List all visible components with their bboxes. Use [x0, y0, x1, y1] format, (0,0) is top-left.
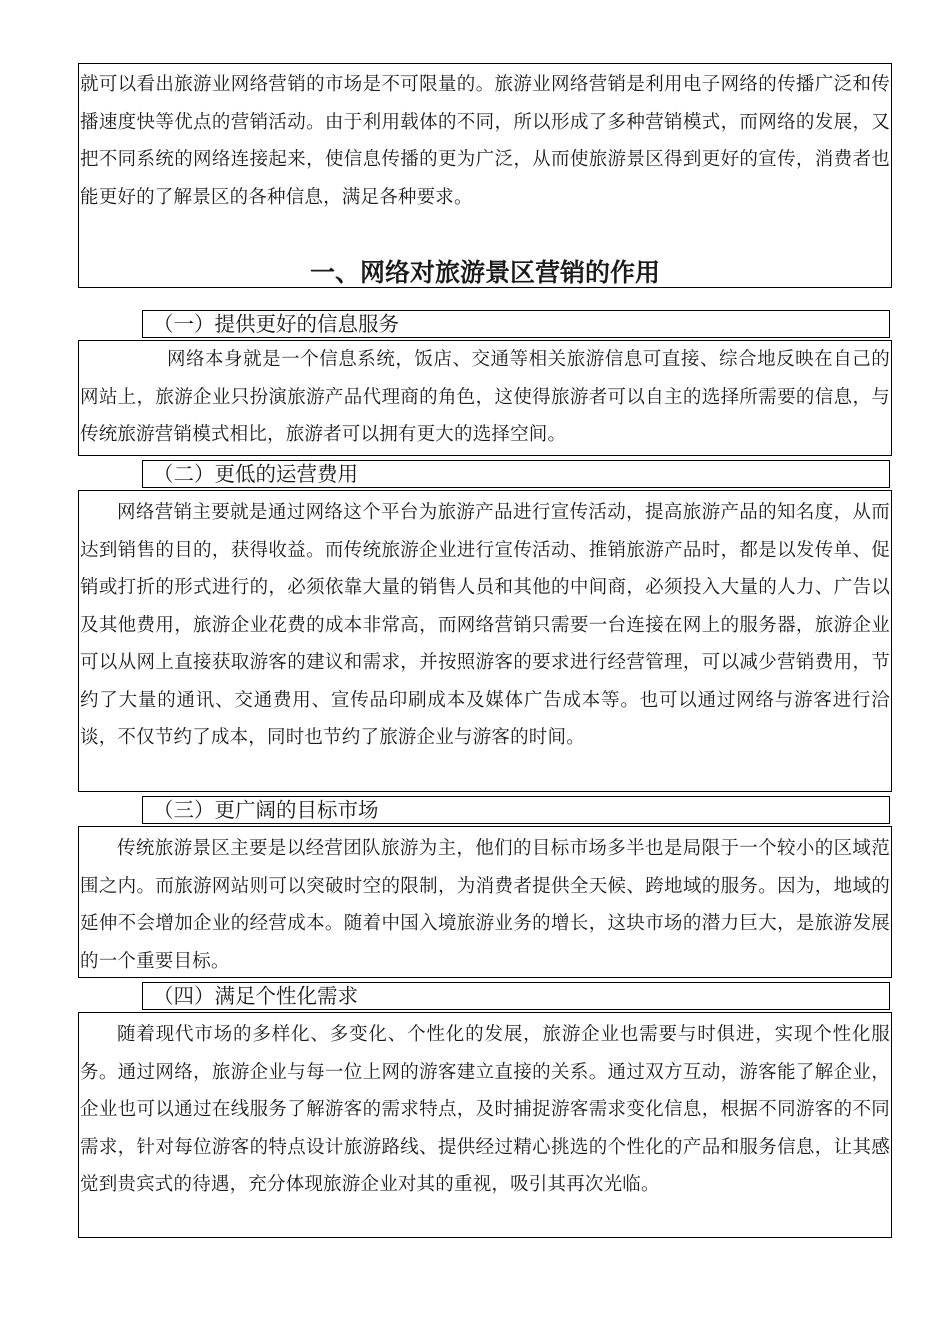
intro-paragraph: 就可以看出旅游业网络营销的市场是不可限量的。旅游业网络营销是利用电子网络的传播广泛和传播速度快等优点的营销活动。由于利用载体的不同，所以形成了多种营销模式，而网络的发展，又把不同系统的网络连接起来，使信息传播的更为广泛，从而使旅游景区得到更好的宣传，消费者也能更好的了解景区的各种信息，满足各种要求。	[80, 74, 890, 208]
section-body-3: 传统旅游景区主要是以经营团队旅游为主，他们的目标市场多半也是局限于一个较小的区域范围之内。而旅游网站则可以突破时空的限制，为消费者提供全天候、跨地域的服务。因为，地域的延伸不会增加企业的经营成本。随着中国入境旅游业务的增长，这块市场的潜力巨大，是旅游发展的一个重要目标。	[80, 838, 890, 972]
main-heading: 一、网络对旅游景区营销的作用	[309, 258, 660, 287]
section-body-4: 随着现代市场的多样化、多变化、个性化的发展，旅游企业也需要与时俱进，实现个性化服务。通过网络，旅游企业与每一位上网的游客建立直接的关系。通过双方互动，游客能了解企业，企业也可以通过在线服务了解游客的需求特点，及时捕捉游客需求变化信息，根据不同游客的不同需求，针对每位游客的特点设计旅游路线、提供经过精心挑选的个性化的产品和服务信息，让其感觉到贵宾式的待遇，充分体现旅游企业对其的重视，吸引其再次光临。	[80, 1024, 890, 1195]
section-heading-3: （三）更广阔的目标市场	[142, 796, 890, 824]
section-heading-2: （二）更低的运营费用	[142, 460, 890, 488]
section-heading-1: （一）提供更好的信息服务	[142, 310, 890, 338]
section-body-2: 网络营销主要就是通过网络这个平台为旅游产品进行宣传活动，提高旅游产品的知名度，从而达到销售的目的，获得收益。而传统旅游企业进行宣传活动、推销旅游产品时，都是以发传单、促销或打折的形式进行的，必须依靠大量的销售人员和其他的中间商，必须投入大量的人力、广告以及其他费用，旅游企业花费的成本非常高，而网络营销只需要一台连接在网上的服务器，旅游企业可以从网上直接获取游客的建议和需求，并按照游客的要求进行经营管理，可以减少营销费用，节约了大量的通讯、交通费用、宣传品印刷成本及媒体广告成本等。也可以通过网络与游客进行洽谈，不仅节约了成本，同时也节约了旅游企业与游客的时间。	[80, 502, 890, 748]
section-heading-4: （四）满足个性化需求	[142, 982, 890, 1010]
section-body-1: 网络本身就是一个信息系统，饭店、交通等相关旅游信息可直接、综合地反映在自己的网站上，旅游企业只扮演旅游产品代理商的角色，这使得旅游者可以自主的选择所需要的信息，与传统旅游营销模式相比，旅游者可以拥有更大的选择空间。	[80, 349, 890, 445]
